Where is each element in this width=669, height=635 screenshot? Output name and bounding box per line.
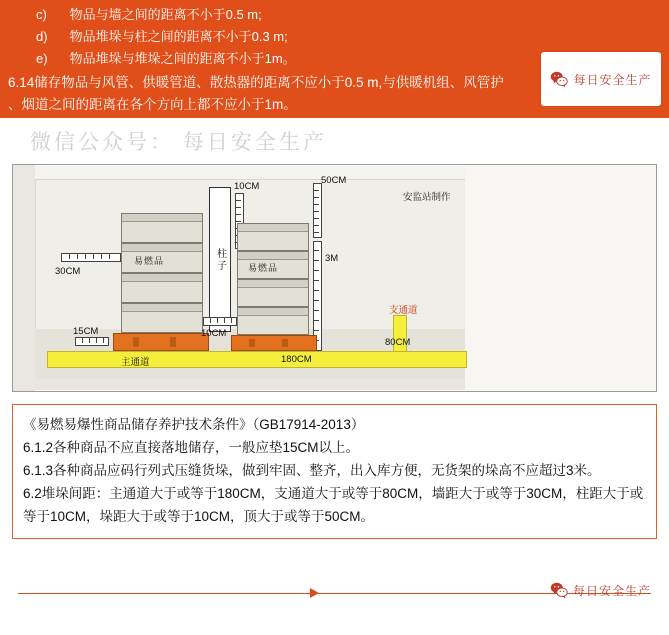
dim-wall-30cm: 30CM	[55, 266, 81, 277]
carton	[237, 279, 309, 307]
main-aisle-label: 主通道	[121, 357, 150, 368]
list-item	[8, 26, 661, 48]
wechat-badge-footer[interactable]	[550, 581, 651, 599]
arrow-icon	[310, 588, 319, 598]
carton	[121, 273, 203, 303]
list-item	[8, 4, 661, 26]
storage-stacking-diagram	[12, 164, 657, 392]
pillar-label: 柱子	[214, 247, 226, 272]
watermark-text: 微信公众号： 每日安全生产	[30, 131, 327, 154]
clause-text-d: 物品堆垛与柱之间的距离不小于0.3 m;	[69, 29, 288, 44]
main-aisle-strip	[47, 351, 467, 368]
wechat-badge-top[interactable]	[541, 52, 661, 106]
rules-box	[12, 404, 657, 539]
carton-label-left: 易燃品	[134, 256, 165, 266]
carton	[237, 251, 309, 279]
ruler-wall-30cm	[61, 253, 121, 262]
dim-top-right-50cm: 50CM	[321, 175, 347, 186]
rule-line-1: 6.1.2各种商品不应直接落地储存，一般应垫15CM以上。	[23, 440, 360, 455]
rule-line-2: 6.1.3各种商品应码行列式压缝货垛，做到牢固、整齐，出入库方便，无货架的垛高不应超过3米。	[23, 463, 601, 478]
carton	[237, 223, 309, 251]
clause-text-c: 物品与墙之间的距离不小于0.5 m;	[69, 7, 262, 22]
wechat-icon	[550, 581, 568, 599]
carton-label-right: 易燃品	[248, 263, 279, 273]
dim-sub-aisle-80cm: 80CM	[385, 337, 411, 348]
wechat-icon	[550, 70, 568, 88]
dim-pallet-15cm: 15CM	[73, 326, 99, 337]
footer	[0, 573, 669, 635]
banner-paragraph-line2: 、烟道之间的距离在各个方向上都不应小于1m。	[8, 97, 297, 112]
watermark-row	[12, 118, 657, 164]
rule-line-3: 6.2堆垛间距：主通道大于或等于180CM，支通道大于或等于80CM，墙距大于或等于30CM，柱距大于或等于10CM，垛距大于或等于10CM，顶大于或等于50CM。	[23, 486, 644, 524]
rules-title: 《易燃易爆性商品储存养护技术条件》（GB17914-2013）	[23, 417, 365, 432]
carton	[121, 303, 203, 333]
footer-badge-label: 每日安全生产	[572, 583, 651, 598]
ruler-top-50cm	[313, 183, 322, 238]
clause-label-c: c)	[36, 7, 47, 22]
wechat-badge-label: 每日安全生产	[573, 72, 652, 87]
ruler-pillar-gap-10cm	[203, 317, 237, 326]
diagram-right-wall	[465, 165, 657, 391]
sub-aisle-label: 支通道	[389, 305, 418, 316]
carton	[121, 243, 203, 273]
ruler-pallet-15cm	[75, 337, 109, 346]
clause-text-e: 物品堆垛与堆垛之间的距离不小于1m。	[69, 51, 296, 66]
dim-height-3m: 3M	[325, 253, 339, 264]
diagram-left-wall	[13, 165, 35, 391]
top-banner	[0, 0, 669, 118]
carton	[237, 307, 309, 335]
pallet-left	[113, 333, 209, 351]
maker-note: 安监站制作	[403, 192, 451, 203]
banner-paragraph-line1: 6.14储存物品与风管、供暖管道、散热器的距离不应小于0.5 m,与供暖机组、风管护	[8, 75, 504, 90]
main-content	[0, 118, 669, 539]
dim-pillar-gap-10cm: 10CM	[201, 328, 227, 339]
pillar	[209, 187, 231, 332]
clause-label-e: e)	[36, 51, 48, 66]
dim-top-left-10cm: 10CM	[234, 181, 260, 192]
carton	[121, 213, 203, 243]
clause-label-d: d)	[36, 29, 48, 44]
pallet-right	[231, 335, 317, 351]
dim-main-aisle-180cm: 180CM	[281, 354, 312, 365]
